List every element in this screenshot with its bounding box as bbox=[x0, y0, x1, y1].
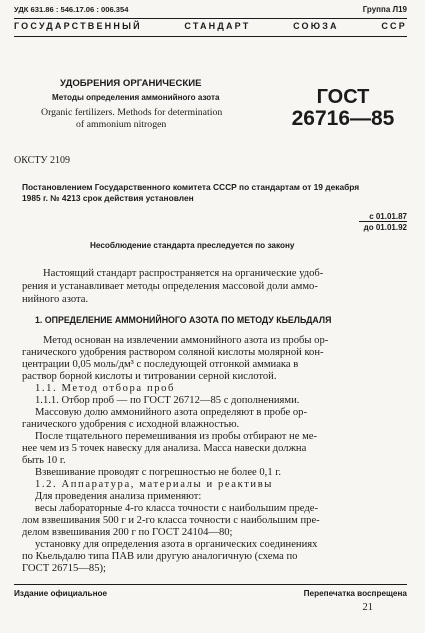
page-number: 21 bbox=[362, 602, 373, 613]
agency-word: ССР bbox=[381, 21, 407, 31]
date-divider bbox=[359, 221, 407, 222]
method-line: ганического удобрения раствором соляной кислоты молярной кон- bbox=[22, 347, 324, 358]
decree-line: 1985 г. № 4213 срок действия установлен bbox=[22, 193, 194, 203]
gost-number: 26716—85 bbox=[291, 107, 395, 130]
mixing-line: быть 10 г. bbox=[22, 455, 66, 466]
scales-line: лом взвешивания 500 г и 2-го класса точности с наибольшим пре- bbox=[22, 515, 320, 526]
sampling-clause: 1.1.1. Отбор проб — по ГОСТ 26712—85 с дополнениями. bbox=[35, 395, 300, 406]
agency-word: ГОСУДАРСТВЕННЫЙ bbox=[14, 21, 142, 31]
intro-line: рения и устанавливает методы определения массовой доли аммо- bbox=[22, 281, 318, 292]
english-title-line: Organic fertilizers. Methods for determination bbox=[41, 107, 223, 118]
agency-rule bbox=[14, 36, 407, 37]
install-line: установку для определения азота в органических соединениях bbox=[35, 539, 318, 550]
standard-title: УДОБРЕНИЯ ОРГАНИЧЕСКИЕ bbox=[60, 78, 202, 89]
method-line: Метод основан на извлечении аммонийного азота из пробы ор- bbox=[43, 335, 329, 346]
english-title-line: of ammonium nitrogen bbox=[76, 119, 167, 130]
top-rule bbox=[14, 18, 407, 19]
weighing-note: Взвешивание проводят с погрешностью не более 0,1 г. bbox=[35, 467, 282, 478]
scales-line: весы лабораторные 4-го класса точности с наибольшим преде- bbox=[35, 503, 318, 514]
decree-line: Постановлением Государственного комитета СССР по стандартам от 19 декабря bbox=[22, 182, 360, 192]
section-title: 1. ОПРЕДЕЛЕНИЕ АММОНИЙНОГО АЗОТА ПО МЕТОДУ КЬЕЛЬДАЛЯ bbox=[35, 315, 332, 325]
method-line: раствор борной кислоты и титровании серной кислотой. bbox=[22, 371, 277, 382]
subsection-sampling: 1.1. Метод отбора проб bbox=[35, 383, 176, 394]
agency-word: СТАНДАРТ bbox=[184, 21, 251, 31]
scales-line: делом взвешивания 200 г по ГОСТ 24104—80; bbox=[22, 527, 233, 538]
footer-rule bbox=[14, 584, 407, 585]
apparatus-intro: Для проведения анализа применяют: bbox=[35, 491, 202, 502]
noncompliance-note: Несоблюдение стандарта преследуется по закону bbox=[90, 241, 295, 250]
mass-share-line: Массовую долю аммонийного азота определяют в пробе ор- bbox=[35, 407, 307, 418]
mixing-line: нее чем из 5 точек навеску для анализа. Масса навески должна bbox=[22, 443, 307, 454]
effective-to: до 01.01.92 bbox=[363, 223, 407, 232]
mixing-line: После тщательного перемешивания из пробы отбирают не ме- bbox=[35, 431, 318, 442]
group-code: Группа Л19 bbox=[362, 5, 407, 14]
install-line: по Кьельдалю типа ПАВ или другую аналогичную (схема по bbox=[22, 551, 298, 562]
agency-word: СОЮЗА bbox=[293, 21, 339, 31]
subsection-apparatus: 1.2. Аппаратура, материалы и реактивы bbox=[35, 479, 274, 490]
oksty-code: ОКСТУ 2109 bbox=[14, 155, 71, 166]
agency-line bbox=[14, 21, 407, 31]
standard-subtitle: Методы определения аммонийного азота bbox=[52, 93, 220, 102]
intro-line: Настоящий стандарт распространяется на органические удоб- bbox=[43, 268, 324, 279]
official-edition: Издание официальное bbox=[14, 589, 108, 598]
reprint-prohibited: Перепечатка воспрещена bbox=[303, 589, 407, 598]
udk-code: УДК 631.86 : 546.17.06 : 006.354 bbox=[14, 5, 129, 14]
mass-share-line: ганического удобрения с исходной влажностью. bbox=[22, 419, 240, 430]
gost-label: ГОСТ bbox=[316, 86, 370, 108]
effective-from: с 01.01.87 bbox=[369, 212, 407, 221]
method-line: центрации 0,05 моль/дм³ с последующей отгонкой аммиака в bbox=[22, 359, 299, 370]
install-line: ГОСТ 26715—85); bbox=[22, 563, 106, 574]
intro-line: нийного азота. bbox=[22, 294, 89, 305]
